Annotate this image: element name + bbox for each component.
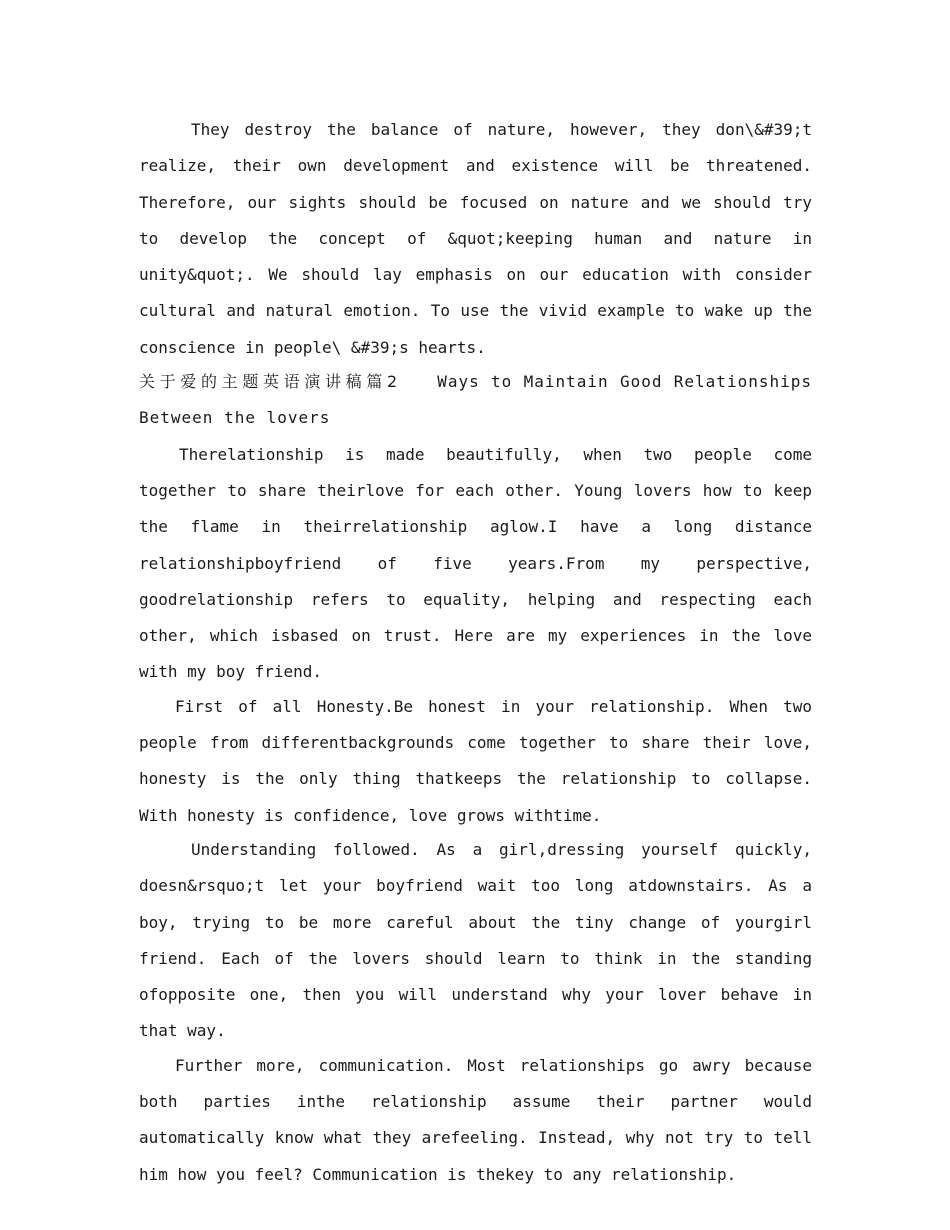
section-heading bbox=[139, 364, 812, 437]
document-body bbox=[139, 112, 812, 1193]
paragraph-communication: Further more, communication. Most relationships go awry because both parties inthe relationship assume their partner would automatically know what they arefeeling. Instead, why not try to tell him how you feel? Communication is thekey to any relationship. bbox=[139, 1055, 812, 1184]
paragraph-intro: Therelationship is made beautifully, when two people come together to share theirlove for each other. Young lovers how to keep the flame in theirrelationship aglow.I have a long distance relationshipboyfriend of five years.From my perspective, goodrelationship refers to equality, helping and respecting each other, which isbased on trust. Here are my experiences in the love with my boy friend. bbox=[139, 444, 812, 682]
section-heading-english: Ways to Maintain Good Relationships Between the lovers bbox=[139, 372, 812, 428]
paragraph-nature: They destroy the balance of nature, however, they don\&#39;t realize, their own development and existence will be threatened. Therefore, our sights should be focused on nature and we should try to develop the concept of &quot;keeping human and nature in unity&quot;. We should lay emphasis on our education with consider cultural and natural emotion. To use the vivid example to wake up the conscience in people\ &#39;s hearts. bbox=[139, 120, 812, 357]
paragraph-understanding: Understanding followed. As a girl,dressing yourself quickly, doesn&rsquo;t let your boyfriend wait too long atdownstairs. As a boy, trying to be more careful about the tiny change of yourgirl friend. Each of the lovers should learn to think in the standing ofopposite one, then you will understand why your lover behave in that way. bbox=[139, 839, 812, 1041]
paragraph-honesty: First of all Honesty.Be honest in your relationship. When two people from differentbackgrounds come together to share their love, honesty is the only thing thatkeeps the relationship to collapse. With honesty is confidence, love grows withtime. bbox=[139, 696, 812, 825]
section-heading-chinese: 关于爱的主题英语演讲稿篇2 bbox=[139, 372, 402, 392]
